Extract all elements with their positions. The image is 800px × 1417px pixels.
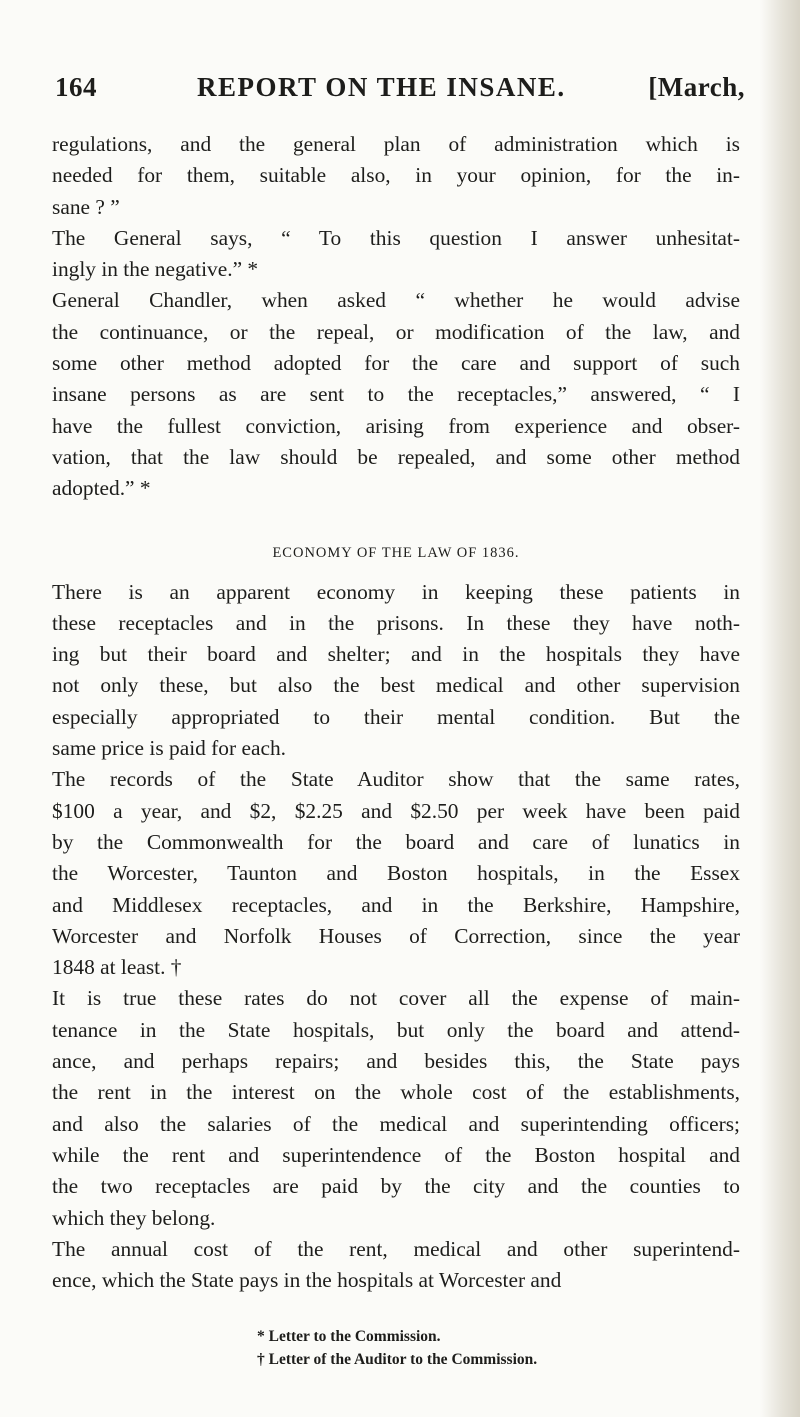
text-line: not only these, but also the best medical and other supervision (52, 673, 740, 698)
text-line: by the Commonwealth for the board and care of lunatics in (52, 829, 740, 854)
text-line: insane persons as are sent to the receptacles,” answered, “ I (52, 382, 740, 407)
text-line: vation, that the law should be repealed, and some other method (52, 444, 740, 469)
text-line: same price is paid for each. (52, 736, 287, 761)
text-block-quotations (52, 129, 740, 505)
text-block-economy (52, 577, 740, 1297)
text-line: the continuance, or the repeal, or modification of the law, and (52, 319, 740, 344)
text-line: these receptacles and in the prisons. In these they have noth- (52, 610, 740, 635)
text-line: which they belong. (52, 1205, 216, 1230)
text-line: needed for them, suitable also, in your opinion, for the in- (52, 163, 740, 188)
text-line: ence, which the State pays in the hospitals at Worcester and (52, 1268, 562, 1293)
text-line: and also the salaries of the medical and superintending officers; (52, 1111, 740, 1136)
text-line: It is true these rates do not cover all the expense of main- (52, 986, 740, 1011)
text-line: The General says, “ To this question I answer unhesitat- (52, 225, 740, 250)
text-line: while the rent and superintendence of the Boston hospital and (52, 1142, 740, 1167)
text-line: regulations, and the general plan of administration which is (52, 132, 740, 156)
text-line: ing but their board and shelter; and in the hospitals they have (52, 642, 740, 667)
text-line: sane ? ” (52, 194, 120, 219)
text-line: Worcester and Norfolk Houses of Correction, since the year (52, 923, 740, 948)
text-line: tenance in the State hospitals, but only the board and attend- (52, 1017, 740, 1042)
text-line: General Chandler, when asked “ whether he would advise (52, 288, 740, 313)
page-number: 164 (55, 72, 97, 102)
text-line: some other method adopted for the care and support of such (52, 351, 740, 376)
footnote-1: * Letter to the Commission. (257, 1328, 441, 1345)
text-line: adopted.” * (52, 476, 151, 501)
text-line: The records of the State Auditor show that the same rates, (52, 767, 740, 792)
text-line: $100 a year, and $2, $2.25 and $2.50 per week have been paid (52, 798, 740, 823)
text-line: the Worcester, Taunton and Boston hospitals, in the Essex (52, 861, 740, 886)
text-line: have the fullest conviction, arising from experience and obser- (52, 413, 740, 438)
running-title: REPORT ON THE INSANE. (197, 72, 566, 102)
footnotes (52, 1325, 740, 1371)
page-edge-shadow (760, 0, 800, 1417)
body-text (52, 129, 740, 1296)
text-line: ingly in the negative.” * (52, 257, 259, 282)
text-line: and Middlesex receptacles, and in the Berkshire, Hampshire, (52, 892, 740, 917)
text-line: 1848 at least. † (52, 955, 182, 980)
text-line: The annual cost of the rent, medical and other superintend- (52, 1236, 740, 1261)
running-date: [March, (648, 72, 745, 102)
section-heading: ECONOMY OF THE LAW OF 1836. (272, 544, 520, 561)
text-line: ance, and perhaps repairs; and besides this, the State pays (52, 1049, 740, 1074)
text-line: There is an apparent economy in keeping these patients in (52, 579, 740, 604)
running-header (55, 72, 745, 112)
footnote-2: † Letter of the Auditor to the Commission. (257, 1351, 538, 1368)
text-line: the rent in the interest on the whole cost of the establishments, (52, 1080, 740, 1105)
text-line: especially appropriated to their mental condition. But the (52, 704, 740, 729)
text-line: the two receptacles are paid by the city and the counties to (52, 1174, 740, 1199)
